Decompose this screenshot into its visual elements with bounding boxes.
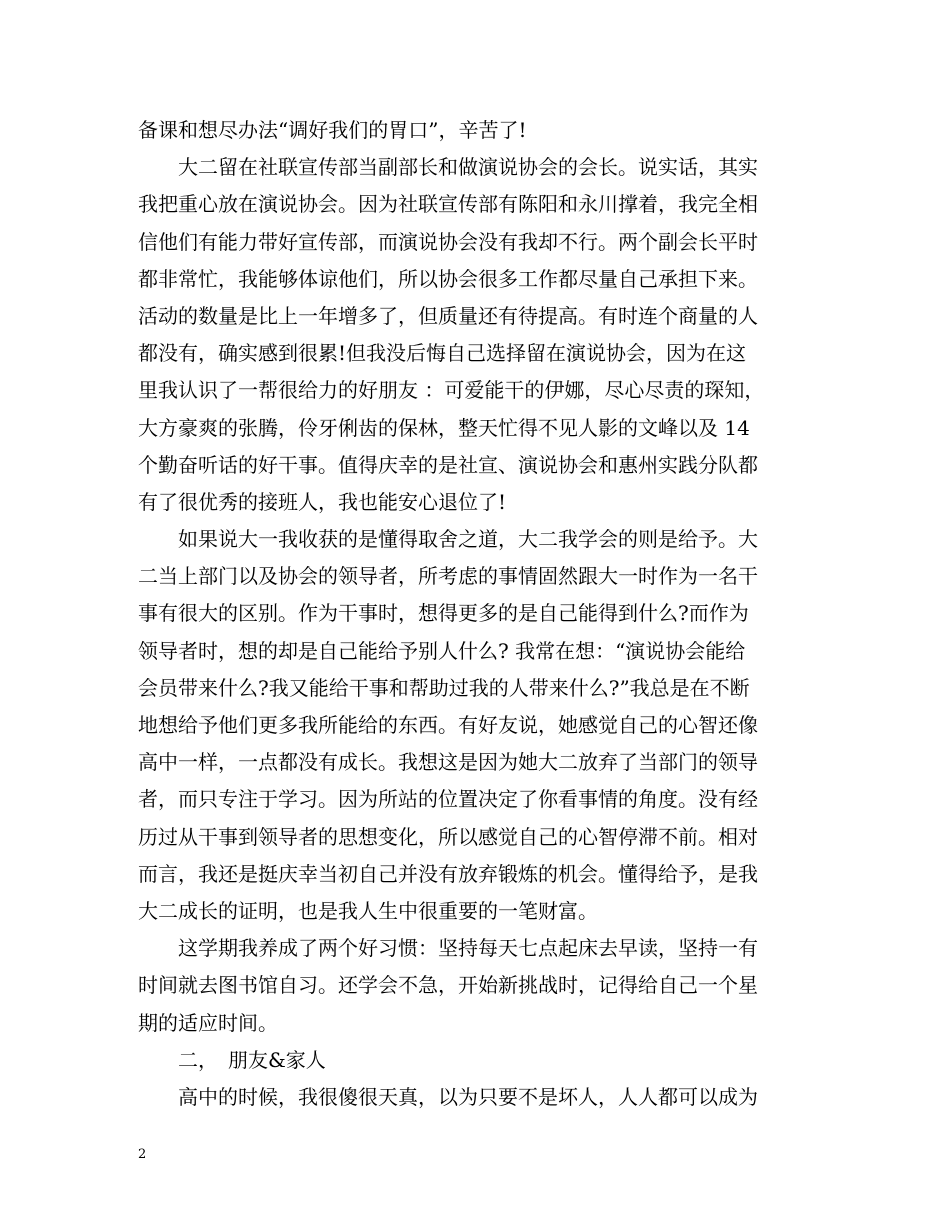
section-heading: 二， 朋友&家人 xyxy=(138,1047,326,1072)
text-line: 我把重心放在演说协会。因为社联宣传部有陈阳和永川撑着，我完全相 xyxy=(138,192,758,217)
text-line: 信他们有能力带好宣传部，而演说协会没有我却不行。两个副会长平时 xyxy=(138,229,758,254)
text-line: 二当上部门以及协会的领导者，所考虑的事情固然跟大一时作为一名干 xyxy=(138,564,758,589)
text-line: 高中一样，一点都没有成长。我想这是因为她大二放弃了当部门的领导 xyxy=(138,750,758,775)
text-line: 而言，我还是挺庆幸当初自己并没有放弃锻炼的机会。懂得给予，是我 xyxy=(138,861,758,886)
text-line: 备课和想尽办法“调好我们的胃口”，辛苦了! xyxy=(138,118,527,142)
text-line: 个勤奋听话的好干事。值得庆幸的是社宣、演说协会和惠州实践分队都 xyxy=(138,452,758,477)
page-number: 2 xyxy=(138,1147,147,1162)
text-line: 地想给予他们更多我所能给的东西。有好友说，她感觉自己的心智还像 xyxy=(138,713,758,737)
text-line: 都没有，确实感到很累!但我没后悔自己选择留在演说协会，因为在这 xyxy=(138,341,747,366)
text-line: 高中的时候，我很傻很天真，以为只要不是坏人，人人都可以成为 xyxy=(138,1084,758,1109)
text-line: 有了很优秀的接班人，我也能安心退位了! xyxy=(138,489,507,514)
text-line: 如果说大一我收获的是懂得取舍之道，大二我学会的则是给予。大 xyxy=(138,527,758,552)
text-line: 大方豪爽的张腾，伶牙俐齿的保林，整天忙得不见人影的文峰以及 14 xyxy=(138,415,750,440)
text-line: 历过从干事到领导者的思想变化，所以感觉自己的心智停滞不前。相对 xyxy=(138,824,758,849)
text-line: 这学期我养成了两个好习惯：坚持每天七点起床去早读，坚持一有 xyxy=(138,936,758,961)
text-line: 期的适应时间。 xyxy=(138,1010,278,1035)
text-line: 时间就去图书馆自习。还学会不急，开始新挑战时，记得给自己一个星 xyxy=(138,973,758,998)
text-line: 大二成长的证明，也是我人生中很重要的一笔财富。 xyxy=(138,898,598,923)
text-line: 领导者时，想的却是自己能给予别人什么? 我常在想：“演说协会能给 xyxy=(138,638,746,663)
body-text xyxy=(138,112,818,1116)
text-line: 活动的数量是比上一年增多了，但质量还有待提高。有时连个商量的人 xyxy=(138,303,758,328)
text-line: 都非常忙，我能够体谅他们，所以协会很多工作都尽量自己承担下来。 xyxy=(138,266,758,291)
text-line: 大二留在社联宣传部当副部长和做演说协会的会长。说实话，其实 xyxy=(138,155,758,180)
text-line: 事有很大的区别。作为干事时，想得更多的是自己能得到什么?而作为 xyxy=(138,601,749,626)
text-line: 里我认识了一帮很给力的好朋友 ：可爱能干的伊娜，尽心尽责的琛知， xyxy=(138,378,765,403)
text-line: 者，而只专注于学习。因为所站的位置决定了你看事情的角度。没有经 xyxy=(138,787,758,812)
text-line: 会员带来什么?我又能给干事和帮助过我的人带来什么?”我总是在不断 xyxy=(138,675,750,700)
